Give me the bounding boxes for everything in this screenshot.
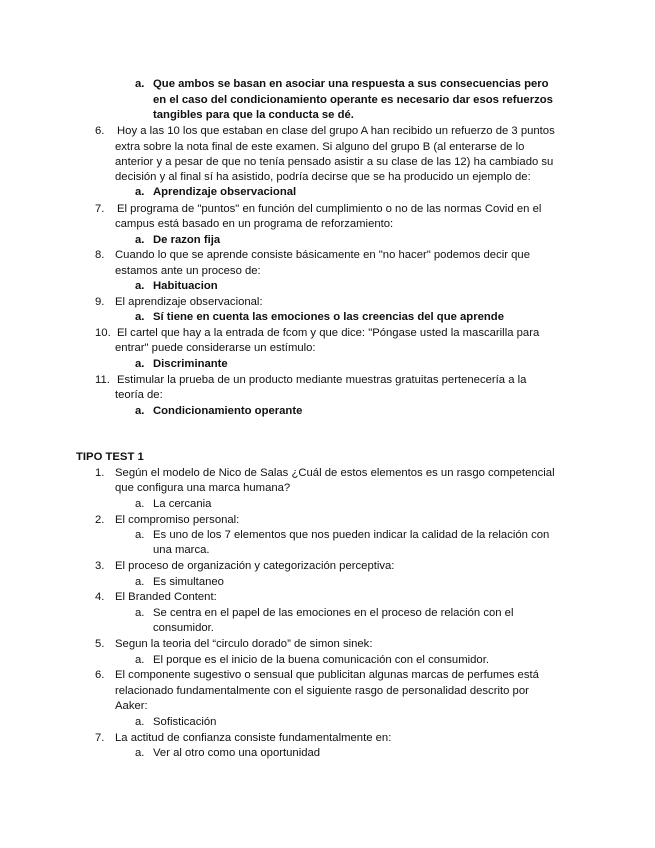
- answer-marker: a.: [135, 654, 145, 666]
- question-number: 11.: [95, 374, 110, 386]
- question-text-line: Aaker:: [115, 700, 148, 712]
- question-text-line: extra sobre la nota final de este examen. Si alguno del grupo B (al enterarse de lo: [115, 141, 525, 153]
- question-text-line: entrar" puede considerarse un estímulo:: [115, 342, 316, 354]
- answer-text: De razon fija: [153, 234, 221, 246]
- question-text-line: Cuando lo que se aprende consiste básicamente en "no hacer" podemos decir que: [115, 249, 530, 261]
- question-number: 8.: [95, 249, 105, 261]
- answer-marker: a.: [135, 78, 145, 90]
- answer-marker: a.: [135, 234, 145, 246]
- answer-text: La cercania: [153, 498, 212, 510]
- question-text-line: Hoy a las 10 los que estaban en clase del grupo A han recibido un refuerzo de 3 puntos: [117, 125, 555, 137]
- section-title: TIPO TEST 1: [76, 451, 144, 463]
- question-text-line: campus está basado en un programa de reforzamiento:: [115, 218, 394, 230]
- answer-text: Sofisticación: [153, 716, 217, 728]
- question-text-line: decisión y al final sí ha asistido, podría decirse que se ha producido un ejemplo de:: [115, 171, 531, 183]
- answer-marker: a.: [135, 716, 145, 728]
- question-text-line: El cartel que hay a la entrada de fcom y que dice: "Póngase usted la mascarilla para: [117, 327, 540, 339]
- answer-text: Se centra en el papel de las emociones en el proceso de relación con el: [153, 607, 514, 619]
- question-number: 2.: [95, 514, 105, 526]
- answer-text: Ver al otro como una oportunidad: [153, 747, 321, 759]
- question-number: 7.: [95, 732, 105, 744]
- question-text-line: teoría de:: [115, 389, 163, 401]
- question-number: 9.: [95, 296, 105, 308]
- answer-text-line: en el caso del condicionamiento operante es necesario dar esos refuerzos: [153, 94, 553, 106]
- question-text-line: La actitud de confianza consiste fundamentalmente en:: [115, 732, 392, 744]
- answer-marker: a.: [135, 405, 145, 417]
- question-text-line: estamos ante un proceso de:: [115, 265, 261, 277]
- answer-text: Habituacion: [153, 280, 218, 292]
- question-text-line: El Branded Content:: [115, 591, 217, 603]
- answer-text-line: Que ambos se basan en asociar una respuesta a sus consecuencias pero: [153, 78, 549, 90]
- question-text-line: El componente sugestivo o sensual que publicitan algunas marcas de perfumes está: [115, 669, 539, 681]
- answer-text: El porque es el inicio de la buena comunicación con el consumidor.: [153, 654, 489, 666]
- answer-marker: a.: [135, 280, 145, 292]
- question-number: 7.: [95, 203, 105, 215]
- answer-text: Aprendizaje observacional: [153, 186, 297, 198]
- answer-text: Sí tiene en cuenta las emociones o las creencias del que aprende: [153, 311, 504, 323]
- answer-marker: a.: [135, 498, 145, 510]
- answer-text-line: tangibles para que la conducta se dé.: [153, 109, 354, 121]
- question-text-line: anterior y a pesar de que no tenía pensado asistir a su clase de las 12) ha cambiado su: [115, 156, 554, 168]
- answer-text: Discriminante: [153, 358, 228, 370]
- question-text-line: Estimular la prueba de un producto mediante muestras gratuitas pertenecería a la: [117, 374, 527, 386]
- question-number: 3.: [95, 560, 105, 572]
- answer-text: consumidor.: [153, 622, 214, 634]
- question-number: 10.: [95, 327, 111, 339]
- question-text-line: El compromiso personal:: [115, 514, 240, 526]
- question-text-line: relacionado fundamentalmente con el siguiente rasgo de personalidad descrito por: [115, 685, 529, 697]
- answer-text: una marca.: [153, 544, 210, 556]
- answer-marker: a.: [135, 311, 145, 323]
- answer-text: Es simultaneo: [153, 576, 224, 588]
- question-text-line: Segun la teoria del “circulo dorado” de simon sinek:: [115, 638, 373, 650]
- answer-marker: a.: [135, 607, 145, 619]
- answer-text: Condicionamiento operante: [153, 405, 303, 417]
- question-number: 4.: [95, 591, 105, 603]
- answer-text: Es uno de los 7 elementos que nos pueden indicar la calidad de la relación con: [153, 529, 550, 541]
- answer-marker: a.: [135, 186, 145, 198]
- question-text-line: El proceso de organización y categorización perceptiva:: [115, 560, 395, 572]
- answer-marker: a.: [135, 747, 145, 759]
- question-text-line: que configura una marca humana?: [115, 482, 291, 494]
- answer-marker: a.: [135, 358, 145, 370]
- question-number: 1.: [95, 467, 105, 479]
- question-text-line: El programa de "puntos" en función del cumplimiento o no de las normas Covid en el: [117, 203, 542, 215]
- question-text-line: El aprendizaje observacional:: [115, 296, 263, 308]
- answer-marker: a.: [135, 529, 145, 541]
- question-number: 5.: [95, 638, 105, 650]
- question-number: 6.: [95, 669, 105, 681]
- question-number: 6.: [95, 125, 105, 137]
- question-text-line: Según el modelo de Nico de Salas ¿Cuál de estos elementos es un rasgo competencial: [115, 467, 555, 479]
- answer-marker: a.: [135, 576, 145, 588]
